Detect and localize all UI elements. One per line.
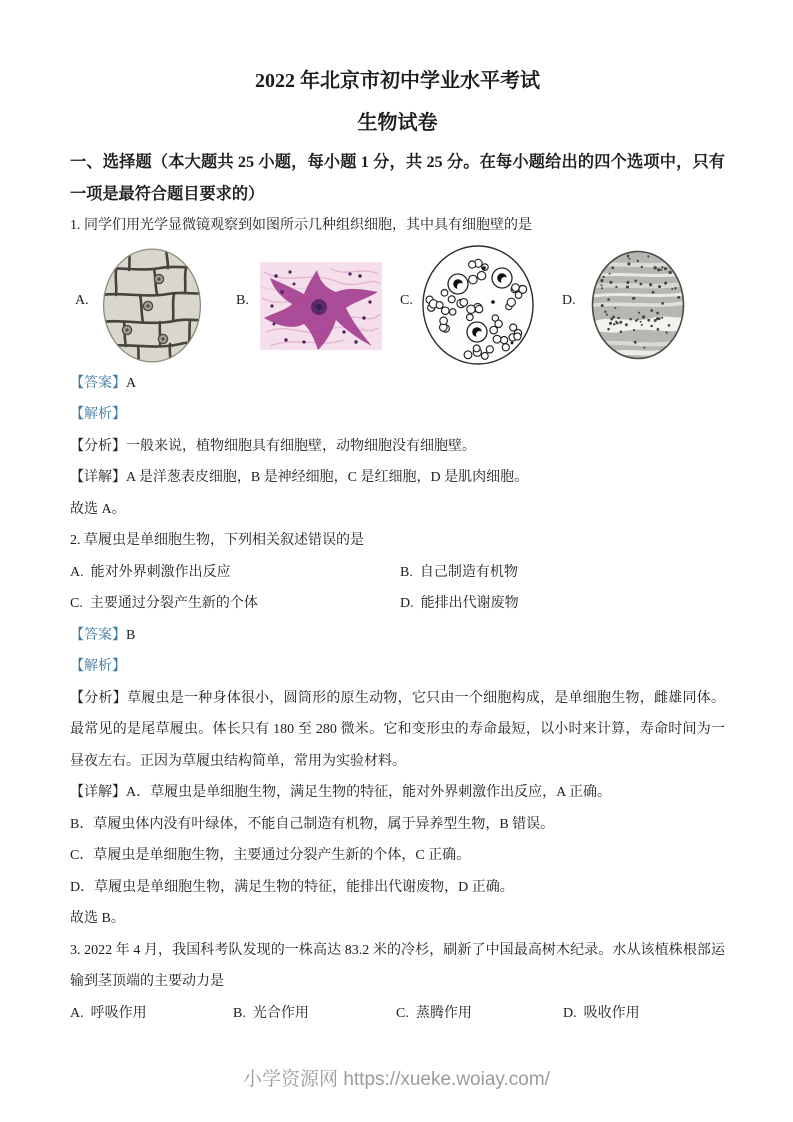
question-2-analysis: 【分析】草履虫是一种身体很小，圆筒形的原生动物，它只由一个细胞构成，是单细胞生物，雌雄同体。最常见的是尾草履虫。体长只有 180 至 280 微米。它和变形虫的寿命最短，以小时来计算，寿命时间为一昼夜左右。正因为草履虫结构简单，常用为实验材料。 xyxy=(70,690,725,769)
answer-marker: 【答案】 xyxy=(70,627,126,643)
figure-option-label-d: D. xyxy=(562,292,576,308)
question-1-conclusion: 故选 A。 xyxy=(70,501,126,517)
question-2-detail-b: B．草履虫体内没有叶绿体，不能自己制造有机物，属于异养型生物，B 错误。 xyxy=(70,816,555,832)
question-1-figure-row xyxy=(70,242,725,368)
option-a: A. 能对外界刺激作出反应 xyxy=(70,564,231,580)
red-blood-cells-image xyxy=(420,244,536,366)
section-heading: 一、选择题（本大题共 25 小题，每小题 1 分，共 25 分。在每小题给出的四个选项中，只有一项是最符合题目要求的） xyxy=(70,153,725,203)
figure-option-label-a: A. xyxy=(75,292,89,308)
question-2-detail-c: C．草履虫是单细胞生物，主要通过分裂产生新的个体，C 正确。 xyxy=(70,848,471,863)
question-3-options-row xyxy=(70,998,725,1030)
question-1-answer-line xyxy=(70,368,725,400)
question-1-stem: 1. 同学们用光学显微镜观察到如图所示几种组织细胞，其中具有细胞壁的是 xyxy=(70,218,532,233)
option-c: C. 蒸腾作用 xyxy=(396,1005,472,1021)
question-1-analysis: 【分析】一般来说，植物细胞具有细胞壁，动物细胞没有细胞壁。 xyxy=(70,438,476,454)
answer-marker: 【答案】 xyxy=(70,375,126,391)
nerve-cell-image xyxy=(260,262,382,350)
exam-subtitle: 生物试卷 xyxy=(357,112,438,134)
option-d: D. 吸收作用 xyxy=(563,1005,640,1021)
onion-epidermis-cells-image xyxy=(102,248,202,363)
question-2-detail-a: 【详解】A．草履虫是单细胞生物，满足生物的特征，能对外界刺激作出反应，A 正确。 xyxy=(70,785,611,800)
question-2-options-row-1 xyxy=(70,557,725,589)
explain-marker: 【解析】 xyxy=(70,659,126,674)
question-2-conclusion: 故选 B。 xyxy=(70,911,125,926)
question-2-explain-marker-line xyxy=(70,651,725,683)
question-2-stem: 2. 草履虫是单细胞生物，下列相关叙述错误的是 xyxy=(70,533,364,548)
question-1-explain-marker-line xyxy=(70,399,725,431)
option-b: B. 自己制造有机物 xyxy=(400,564,518,580)
option-d: D. 能排出代谢废物 xyxy=(400,596,519,611)
question-3-stem: 3. 2022 年 4 月，我国科考队发现的一株高达 83.2 米的冷杉，刷新了中国最高树木纪录。水从该植株根部运输到茎顶端的主要动力是 xyxy=(70,942,725,989)
question-2-detail-d: D．草履虫是单细胞生物，满足生物的特征，能排出代谢废物，D 正确。 xyxy=(70,879,514,895)
option-c: C. 主要通过分裂产生新的个体 xyxy=(70,596,258,611)
option-a: A. 呼吸作用 xyxy=(70,1005,147,1021)
question-2-answer: B xyxy=(126,627,136,643)
question-1-detail: 【详解】A 是洋葱表皮细胞，B 是神经细胞，C 是红细胞，D 是肌肉细胞。 xyxy=(70,470,529,485)
explain-marker: 【解析】 xyxy=(70,407,126,422)
question-2-options-row-2 xyxy=(70,588,725,620)
question-1-answer: A xyxy=(126,375,137,391)
option-b: B. 光合作用 xyxy=(233,1005,309,1021)
question-2-answer-line xyxy=(70,620,725,652)
source-watermark: 小学资源网 https://xueke.woiay.com/ xyxy=(243,1069,550,1090)
figure-option-label-c: C. xyxy=(400,292,413,308)
exam-title: 2022 年北京市初中学业水平考试 xyxy=(255,70,540,92)
muscle-cells-image xyxy=(590,250,686,360)
figure-option-label-b: B. xyxy=(236,292,249,308)
